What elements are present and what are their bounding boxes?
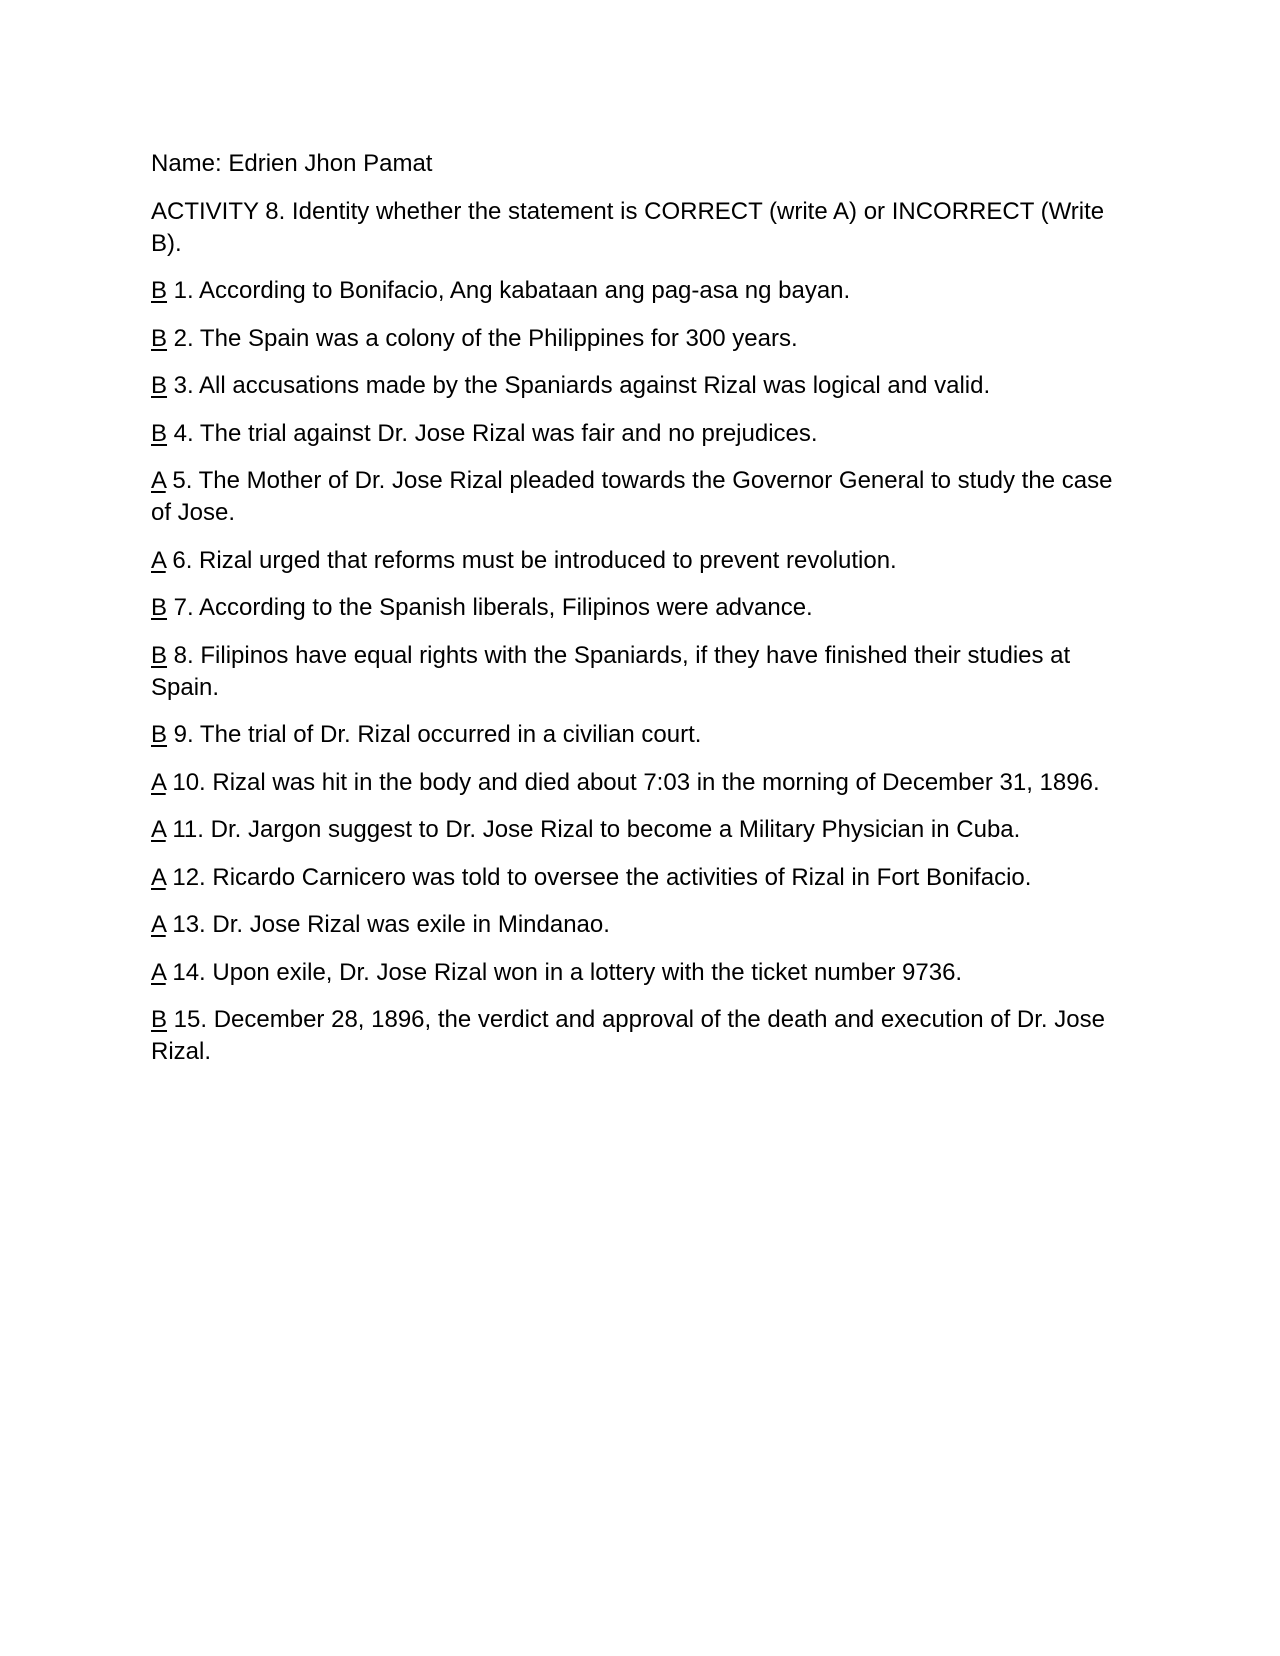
answer-letter: A [151,546,166,574]
question-item-14 [151,957,1126,989]
question-item-7 [151,592,1126,624]
document-page [151,148,1126,1084]
question-item-2 [151,323,1126,355]
answer-letter: B [151,1006,168,1033]
answer-letter: B [151,419,168,447]
question-item-8 [151,640,1126,704]
question-item-4 [151,418,1126,450]
question-item-11 [151,814,1126,846]
question-text: 9. The trial of Dr. Rizal occurred in a civilian court. [167,721,702,748]
question-text: 5. The Mother of Dr. Jose Rizal pleaded towards the Governor General to study the case of Jose. [151,467,1113,526]
question-text: 13. Dr. Jose Rizal was exile in Mindanao. [165,911,610,938]
question-text: 6. Rizal urged that reforms must be introduced to prevent revolution. [165,546,897,574]
question-text: 12. Ricardo Carnicero was told to oversee the activities of Rizal in Fort Bonifacio. [165,863,1032,891]
question-item-6 [151,545,1126,577]
question-item-3 [151,370,1126,402]
question-text: 10. Rizal was hit in the body and died about 7:03 in the morning of December 31, 1896. [165,768,1100,796]
answer-letter: A [151,816,166,843]
question-text: 11. Dr. Jargon suggest to Dr. Jose Rizal to become a Military Physician in Cuba. [165,816,1021,843]
question-text: 3. All accusations made by the Spaniards against Rizal was logical and valid. [167,372,991,399]
answer-letter: B [151,372,168,399]
student-name: Name: Edrien Jhon Pamat [151,150,433,177]
answer-letter: B [151,641,168,669]
question-item-15 [151,1004,1126,1068]
question-text: 1. According to Bonifacio, Ang kabataan ang pag-asa ng bayan. [167,277,851,304]
question-text: 15. December 28, 1896, the verdict and approval of the death and execution of Dr. Jose Rizal. [151,1006,1105,1065]
answer-letter: B [151,594,168,621]
question-item-10 [151,767,1126,799]
question-text: 8. Filipinos have equal rights with the Spaniards, if they have finished their studies at Spain. [151,641,1071,701]
answer-letter: A [151,911,166,938]
answer-letter: B [151,277,168,304]
answer-letter: A [151,958,166,986]
question-text: 7. According to the Spanish liberals, Filipinos were advance. [167,594,813,621]
question-item-5 [151,465,1126,529]
question-text: 4. The trial against Dr. Jose Rizal was fair and no prejudices. [167,419,818,447]
question-item-1 [151,275,1126,307]
question-text: 2. The Spain was a colony of the Philippines for 300 years. [167,324,798,352]
answer-letter: A [151,768,166,796]
question-item-12 [151,862,1126,894]
question-item-9 [151,719,1126,751]
answer-letter: A [151,863,166,891]
question-item-13 [151,909,1126,941]
activity-instructions: ACTIVITY 8. Identity whether the statement is CORRECT (write A) or INCORRECT (Write B). [151,197,1105,257]
answer-letter: B [151,324,168,352]
question-text: 14. Upon exile, Dr. Jose Rizal won in a lottery with the ticket number 9736. [165,958,963,986]
answer-letter: A [151,467,166,494]
answer-letter: B [151,721,168,748]
